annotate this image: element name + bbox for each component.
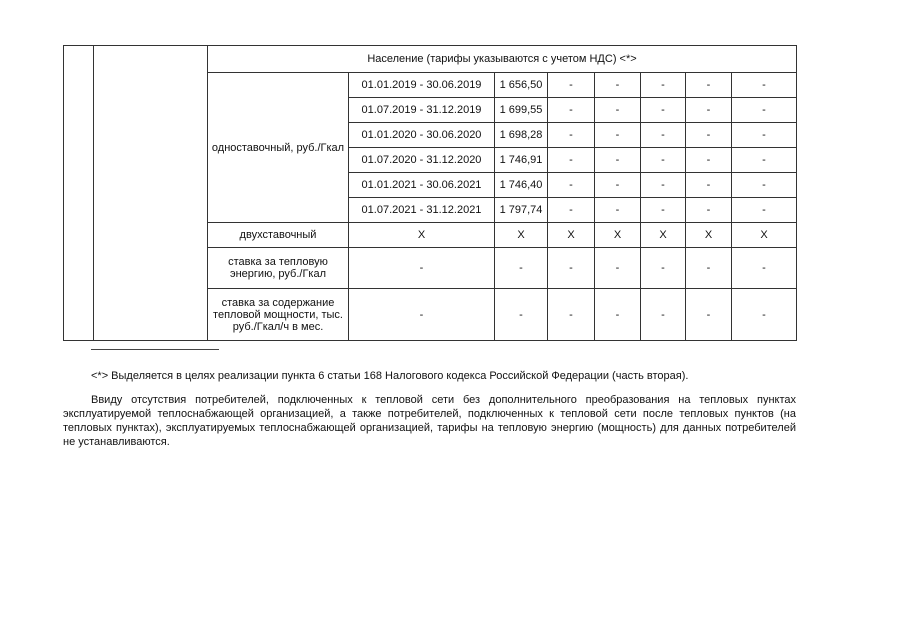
- dash-cell: -: [686, 198, 732, 223]
- rate-label: двухставочный: [208, 223, 349, 248]
- dash-cell: -: [732, 123, 797, 148]
- period-cell: 01.07.2021 - 31.12.2021: [349, 198, 495, 223]
- dash-cell: -: [548, 98, 595, 123]
- dash-cell: -: [686, 173, 732, 198]
- rate-label: ставка за содержание тепловой мощности, тыс. руб./Гкал/ч в мес.: [208, 289, 349, 341]
- dash-cell: -: [595, 198, 641, 223]
- period-cell: -: [349, 289, 495, 341]
- footnote-separator: [91, 349, 219, 350]
- dash-cell: -: [548, 173, 595, 198]
- dash-cell: -: [732, 173, 797, 198]
- index-cell: [64, 46, 94, 341]
- dash-cell: -: [732, 98, 797, 123]
- dash-cell: -: [548, 198, 595, 223]
- period-cell: X: [349, 223, 495, 248]
- tariff-value-cell: X: [495, 223, 548, 248]
- value-cell: -: [732, 289, 797, 341]
- dash-cell: -: [641, 98, 686, 123]
- dash-cell: -: [595, 173, 641, 198]
- value-cell: -: [686, 248, 732, 289]
- value-cell: -: [732, 248, 797, 289]
- dash-cell: -: [641, 123, 686, 148]
- period-cell: 01.01.2020 - 30.06.2020: [349, 123, 495, 148]
- value-cell: -: [641, 289, 686, 341]
- dash-cell: -: [732, 148, 797, 173]
- value-cell: -: [641, 248, 686, 289]
- value-cell: -: [548, 289, 595, 341]
- group-header-row: [64, 46, 797, 73]
- value-cell: -: [686, 289, 732, 341]
- single-rate-label: одноставочный, руб./Гкал: [208, 73, 349, 223]
- period-cell: 01.07.2020 - 31.12.2020: [349, 148, 495, 173]
- tariff-value-cell: 1 746,91: [495, 148, 548, 173]
- value-cell: X: [732, 223, 797, 248]
- period-cell: 01.01.2021 - 30.06.2021: [349, 173, 495, 198]
- dash-cell: -: [548, 123, 595, 148]
- dash-cell: -: [641, 73, 686, 98]
- dash-cell: -: [595, 123, 641, 148]
- value-cell: X: [686, 223, 732, 248]
- tariff-value-cell: 1 699,55: [495, 98, 548, 123]
- tariff-value-cell: 1 698,28: [495, 123, 548, 148]
- period-cell: 01.07.2019 - 31.12.2019: [349, 98, 495, 123]
- dash-cell: -: [641, 148, 686, 173]
- dash-cell: -: [595, 73, 641, 98]
- dash-cell: -: [732, 198, 797, 223]
- value-cell: -: [548, 248, 595, 289]
- footnote: <*> Выделяется в целях реализации пункта 6 статьи 168 Налогового кодекса Российской Федерации (часть вторая).: [91, 370, 689, 382]
- tariff-table: [63, 45, 797, 341]
- period-cell: -: [349, 248, 495, 289]
- value-cell: -: [595, 289, 641, 341]
- dash-cell: -: [686, 98, 732, 123]
- dash-cell: -: [595, 98, 641, 123]
- dash-cell: -: [548, 148, 595, 173]
- value-cell: X: [595, 223, 641, 248]
- name-cell: [94, 46, 208, 341]
- value-cell: X: [548, 223, 595, 248]
- tariff-value-cell: 1 797,74: [495, 198, 548, 223]
- rate-label: ставка за тепловую энергию, руб./Гкал: [208, 248, 349, 289]
- value-cell: X: [641, 223, 686, 248]
- dash-cell: -: [641, 173, 686, 198]
- tariff-value-cell: 1 656,50: [495, 73, 548, 98]
- dash-cell: -: [686, 123, 732, 148]
- dash-cell: -: [686, 73, 732, 98]
- dash-cell: -: [548, 73, 595, 98]
- tariff-value-cell: 1 746,40: [495, 173, 548, 198]
- tariff-value-cell: -: [495, 248, 548, 289]
- dash-cell: -: [595, 148, 641, 173]
- group-header: Население (тарифы указываются с учетом НДС) <*>: [208, 46, 797, 73]
- dash-cell: -: [641, 198, 686, 223]
- value-cell: -: [595, 248, 641, 289]
- period-cell: 01.01.2019 - 30.06.2019: [349, 73, 495, 98]
- dash-cell: -: [732, 73, 797, 98]
- explanatory-paragraph: Ввиду отсутствия потребителей, подключенных к тепловой сети без дополнительного преобразования на тепловых пунктах эксплуатируемой теплоснабжающей организацией, а также потребителей, подключенных к тепловой сети после тепловых пунктов (на тепловых пунктах), эксплуатируемых теплоснабжающей организацией, тарифы на тепловую энергию (мощность) для данных потребителей не устанавливаются.: [63, 394, 796, 448]
- tariff-value-cell: -: [495, 289, 548, 341]
- dash-cell: -: [686, 148, 732, 173]
